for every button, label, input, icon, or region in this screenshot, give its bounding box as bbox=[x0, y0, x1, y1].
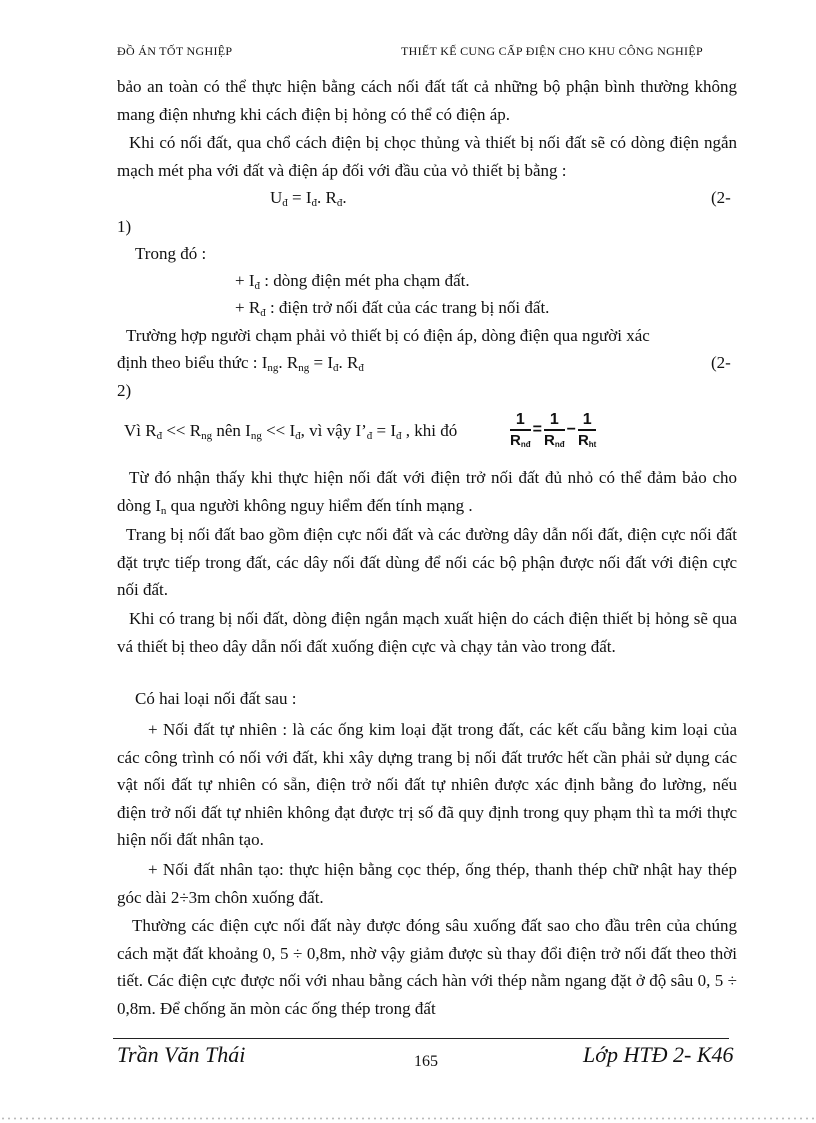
header-left: ĐỒ ÁN TỐT NGHIỆP bbox=[117, 44, 233, 58]
equation-1: $U_đ = I_đ$. $R_đ$. bbox=[270, 188, 347, 209]
equation-2-number-cont: 2) bbox=[117, 381, 132, 400]
fraction-3: $\frac{1}{R_{ht}}$ bbox=[577, 411, 597, 449]
footer-divider bbox=[113, 1038, 729, 1039]
paragraph-3-line-1: Trường hợp người chạm phải vỏ thiết bị có điện áp, dòng điện qua người xác bbox=[126, 326, 650, 345]
resistance-fraction-formula: $\frac{1}{R_{nđ}}$ = $\frac{1}{R_{nđ}}$ − $\frac{1}{R_{ht}}$ bbox=[510, 411, 597, 449]
equation-2-number: (2- bbox=[711, 353, 731, 372]
paragraph-7: Có hai loại nối đất sau : bbox=[135, 689, 297, 708]
definition-item-1: + $I_đ$ : dòng điện mét pha chạm đất. bbox=[235, 271, 470, 292]
paragraph-5: Trang bị nối đất bao gồm điện cực nối đất và các đường dây dẫn nối đất, điện cực nối đất đặt trực tiếp trong đất, các dây nối đất dùng để nối các bộ phận được nối đất với điện cực nối đất. bbox=[117, 525, 737, 599]
paragraph-1: bảo an toàn có thể thực hiện bằng cách nối đất tất cả những bộ phận bình thường không mang điện nhưng khi cách điện bị hỏng có thể có điện áp. bbox=[117, 77, 737, 124]
fraction-1: $\frac{1}{R_{nđ}}$ bbox=[510, 411, 531, 449]
paragraph-6: Khi có trang bị nối đất, dòng điện ngắn mạch xuất hiện do cách điện thiết bị hỏng sẽ qua vá thiết bị theo dây dẫn nối đất xuống điện cực và chạy tản vào trong đất. bbox=[117, 609, 737, 656]
paragraph-9: + Nối đất nhân tạo: thực hiện bằng cọc thép, ống thép, thanh thép chữ nhật hay thép góc dài 2÷3m chôn xuống đất. bbox=[117, 860, 737, 907]
paragraph-2: Khi có nối đất, qua chổ cách điện bị chọc thủng và thiết bị nối đất sẽ có dòng điện ngắn mạch mét pha với đất và điện áp đối với đầu của vỏ thiết bị bằng : bbox=[117, 133, 737, 180]
equation-3: Vì $R_đ << R_{ng}$ nên $I_{ng} << I_đ$, vì vậy $I’_đ = I_đ$ , khi đó bbox=[124, 421, 458, 442]
paragraph-10: Thường các điện cực nối đất này được đóng sâu xuống đất sao cho đầu trên của chúng cách mặt đất khoảng 0, 5 ÷ 0,8m, nhờ vậy giảm được sù thay đổi điện trở nối đất theo thời tiết. Các điện cực được nối với nhau bằng cách hàn với thép nằm ngang đặt ở độ sâu 0, 5 ÷ 0,8m. Để chống ăn mòn các ống thép trong đất bbox=[117, 916, 737, 1018]
page-number: 165 bbox=[414, 1053, 438, 1070]
bottom-dotted-border bbox=[0, 1117, 816, 1120]
equation-1-number: (2- bbox=[711, 188, 731, 207]
equation-2: định theo biểu thức : $I_{ng}$. $R_{ng} = I_đ$. $R_đ$ bbox=[117, 353, 364, 374]
footer-class: Lớp HTĐ 2- K46 bbox=[583, 1042, 734, 1067]
equation-1-number-cont: 1) bbox=[117, 217, 132, 236]
header-right: THIẾT KẾ CUNG CẤP ĐIỆN CHO KHU CÔNG NGHIỆP bbox=[401, 44, 703, 58]
paragraph-4: Từ đó nhận thấy khi thực hiện nối đất với điện trở nối đất đủ nhỏ có thể đảm bảo cho dòng $I_n$ qua người không nguy hiểm đến tính mạng . bbox=[117, 468, 737, 517]
where-label: Trong đó : bbox=[135, 244, 207, 263]
paragraph-8: + Nối đất tự nhiên : là các ống kim loại đặt trong đất, các kết cấu bằng kim loại của các công trình có nối với đất, khi xây dựng trang bị nối đất trước hết cần phải sử dụng các vật nối đất tự nhiên có sẵn, điện trở nối đất tự nhiên được xác định bằng đo lường, nếu điện trở nối đất tự nhiên không đạt được trị số đã quy định trong quy phạm thì ta mới thực hiện nối đất nhân tạo. bbox=[117, 720, 737, 849]
definition-item-2: + $R_đ$ : điện trở nối đất của các trang bị nối đất. bbox=[235, 298, 550, 319]
fraction-2: $\frac{1}{R_{nđ}}$ bbox=[543, 411, 565, 449]
footer-author: Trần Văn Thái bbox=[117, 1042, 246, 1067]
